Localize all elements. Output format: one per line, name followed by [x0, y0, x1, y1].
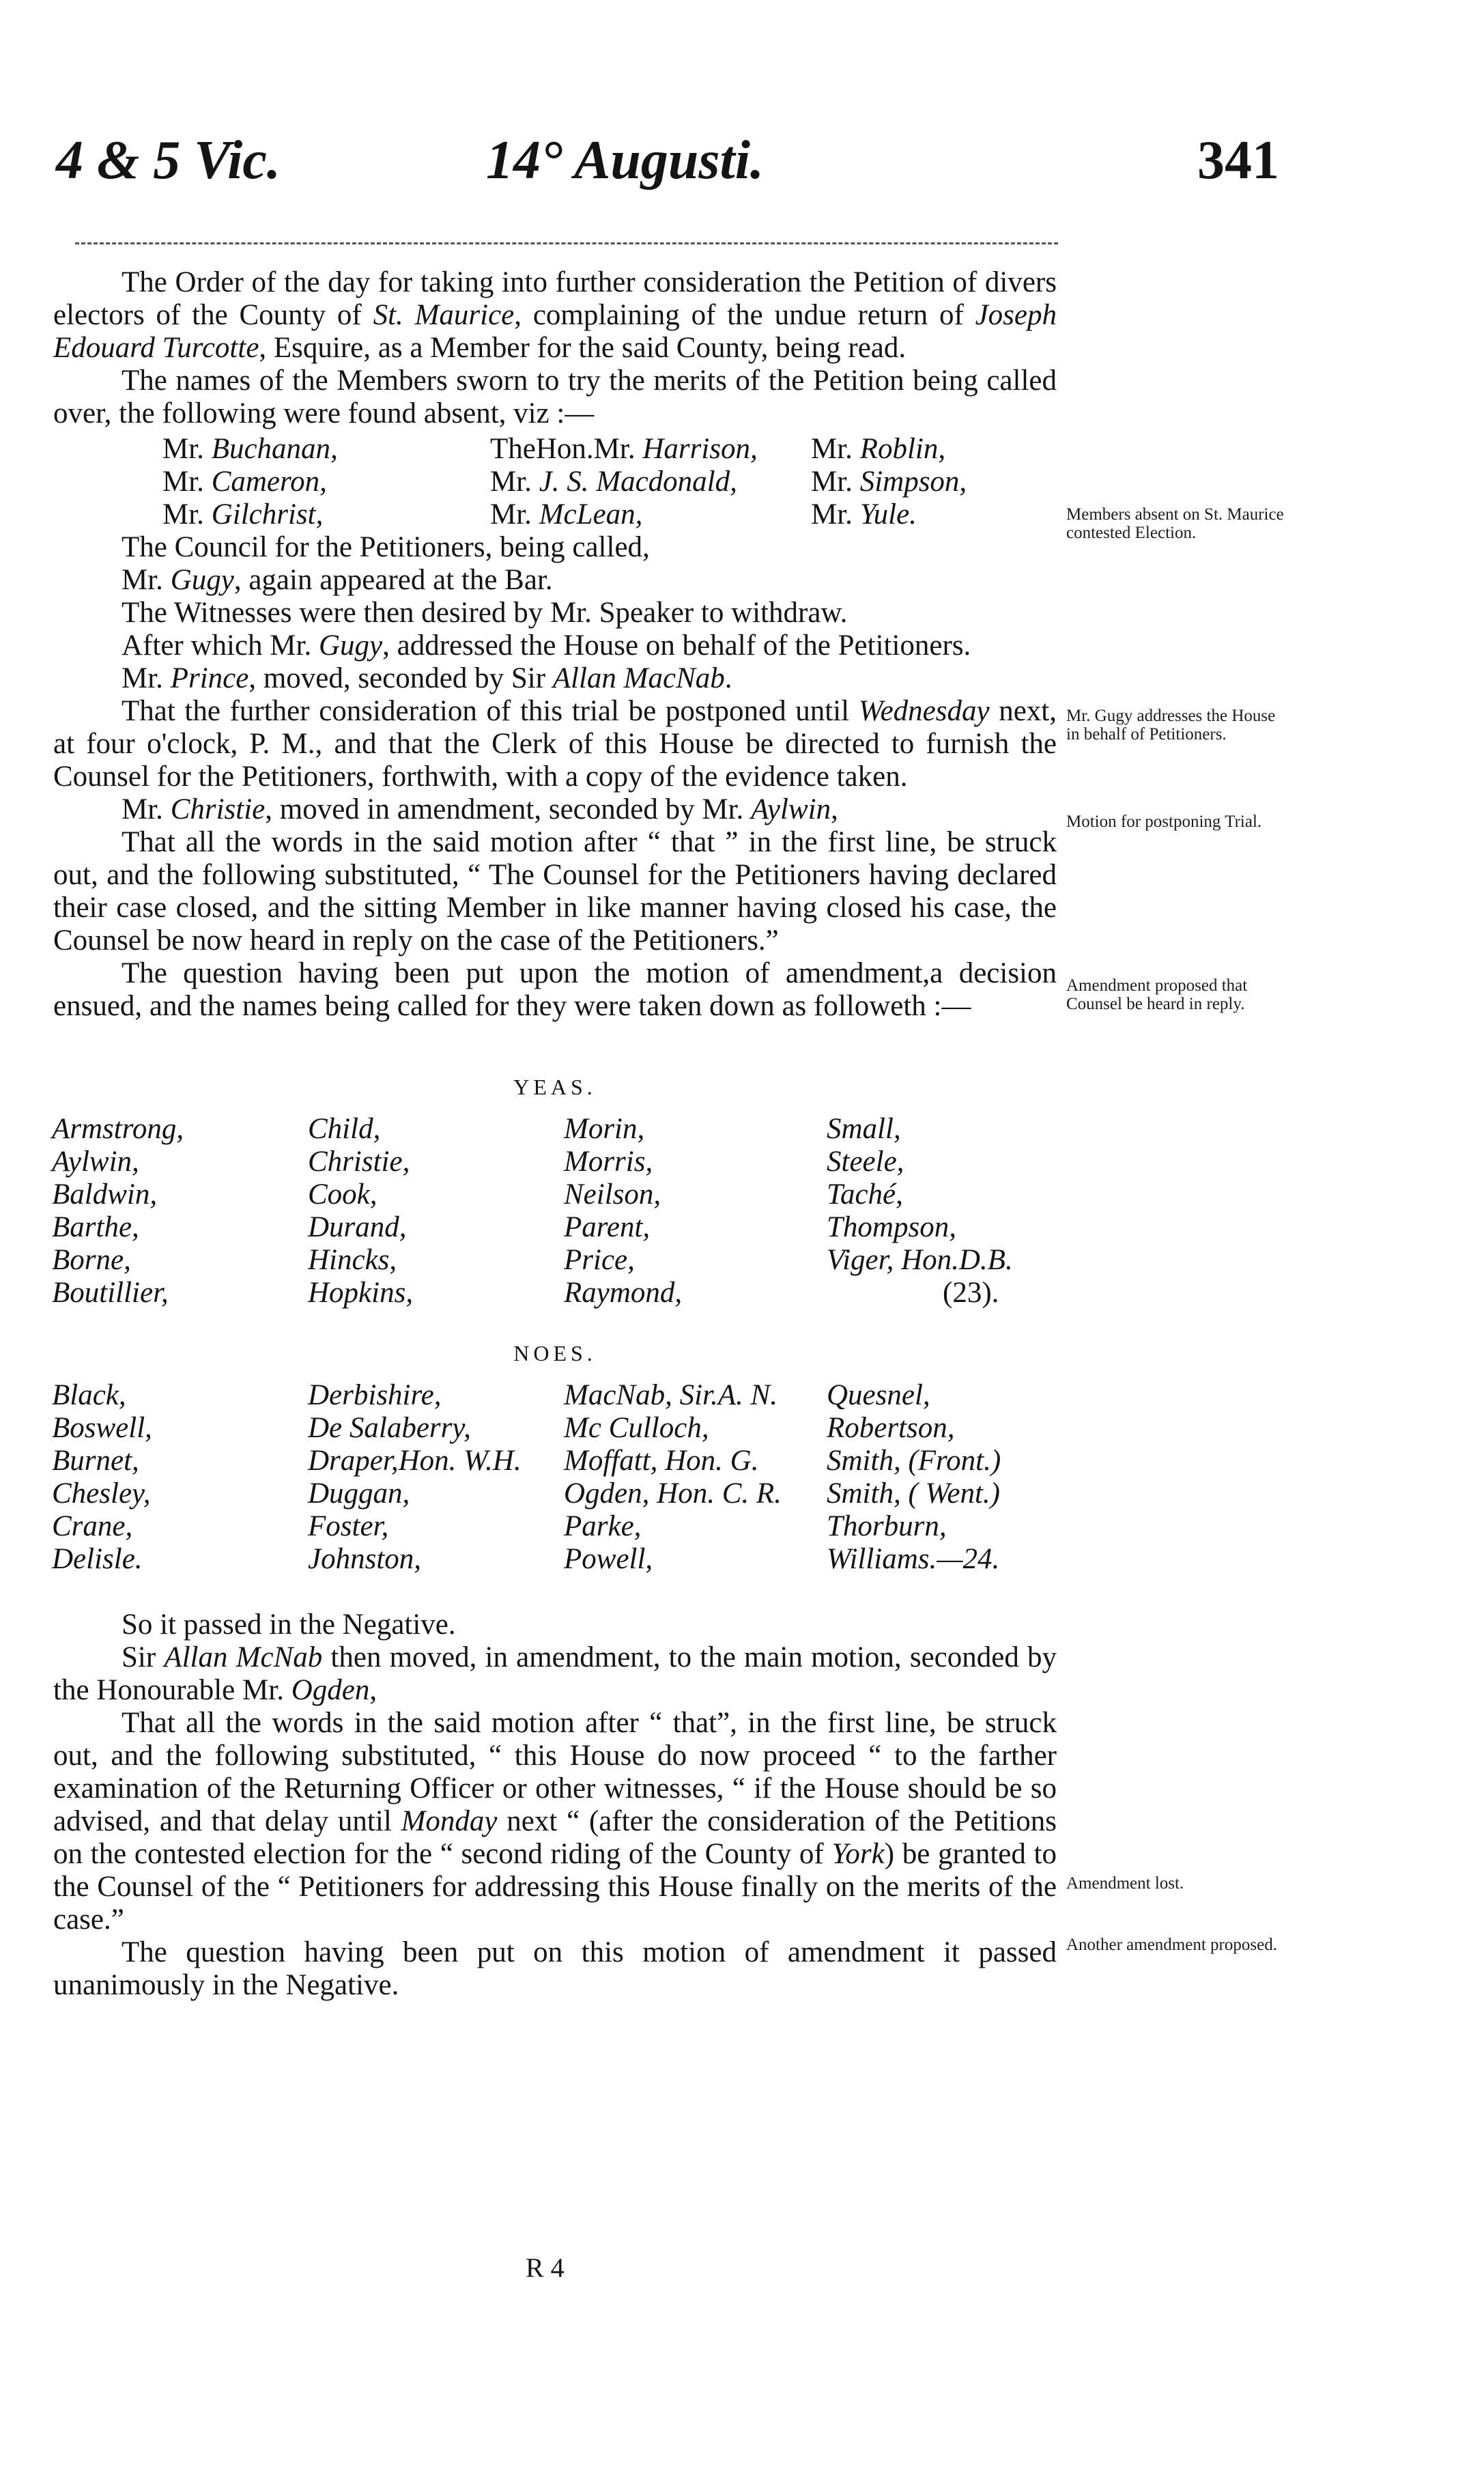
absent-member: TheHon.Mr. Harrison,	[490, 433, 758, 465]
absent-member: Mr. Roblin,	[811, 433, 946, 465]
paragraph-unanimous-negative: The question having been put on this motion of amendment it passed unanimously in the Negative.	[53, 1936, 1057, 2001]
header-session: 4 & 5 Vic.	[56, 130, 281, 190]
yea-name: Baldwin,	[52, 1178, 158, 1211]
yea-name: Barthe,	[52, 1211, 139, 1243]
signature-mark: R 4	[526, 2252, 565, 2283]
yea-name: Small,	[827, 1113, 901, 1145]
noe-name: Quesnel,	[827, 1379, 930, 1411]
noe-name: Delisle.	[52, 1543, 143, 1575]
noe-name: Mc Culloch,	[564, 1412, 709, 1444]
absent-member: Mr. Cameron,	[162, 466, 327, 498]
noe-name: Moffatt, Hon. G.	[564, 1445, 759, 1477]
absent-member: Mr. Gilchrist,	[162, 498, 324, 530]
yea-name: Parent,	[564, 1211, 651, 1243]
margin-note-amendment-proposed: Amendment proposed that Counsel be heard in reply.	[1066, 976, 1248, 1013]
yea-name: Boutillier,	[52, 1277, 169, 1309]
paragraph-amendment-text: That all the words in the said motion after “ that ” in the first line, be struck out, and the following substituted, “ The Counsel for the Petitioners having declared their case closed, and the sitting Member in like manner having closed his case, the Counsel be now heard in reply on the case of the Petitioners.”	[53, 826, 1057, 957]
noe-name: Derbishire,	[308, 1379, 442, 1411]
absent-member: Mr. McLean,	[490, 498, 643, 530]
yea-name: Hincks,	[308, 1244, 397, 1276]
yea-name: Neilson,	[564, 1178, 661, 1211]
paragraph-witnesses-withdraw: The Witnesses were then desired by Mr. Speaker to withdraw.	[122, 597, 848, 629]
yeas-title: YEAS.	[513, 1075, 597, 1099]
yea-name: Child,	[308, 1113, 381, 1145]
yea-name: Morris,	[564, 1146, 653, 1178]
noe-name: Williams.—24.	[827, 1543, 1000, 1575]
absent-members-list	[162, 433, 1057, 531]
yea-name: Borne,	[52, 1244, 131, 1276]
noe-name: Johnston,	[308, 1543, 422, 1575]
paragraph-council-called: The Council for the Petitioners, being called,	[122, 531, 650, 563]
noe-name: Robertson,	[827, 1412, 955, 1444]
absent-member: Mr. Simpson,	[811, 466, 967, 498]
yeas-count: (23).	[943, 1277, 999, 1309]
paragraph-order-of-day: The Order of the day for taking into further consideration the Petition of divers electors of the County of St. Maurice, complaining of the undue return of Joseph Edouard Turcotte, Esquire, as a Member for the said County, being read.	[53, 266, 1057, 364]
yea-name: Morin,	[564, 1113, 645, 1145]
yea-name: Durand,	[308, 1211, 407, 1243]
margin-note-postpone: Motion for postponing Trial.	[1066, 812, 1262, 831]
paragraph-prince-motion: Mr. Prince, moved, seconded by Sir Allan MacNab.	[122, 662, 732, 694]
paragraph-postpone-text: That the further consideration of this trial be postponed until Wednesday next, at four o'clock, P. M., and that the Clerk of this House be directed to furnish the Counsel for the Petitioners, forthwith, with a copy of the evidence taken.	[53, 695, 1057, 793]
yea-name: Cook,	[308, 1178, 377, 1211]
paragraph-gugy-address: After which Mr. Gugy, addressed the House on behalf of the Petitioners.	[122, 629, 971, 662]
noe-name: Chesley,	[52, 1477, 151, 1510]
absent-member: Mr. Yule.	[811, 498, 917, 530]
header-rule	[75, 242, 1058, 244]
yea-name: Thompson,	[827, 1211, 956, 1243]
noes-title: NOES.	[513, 1341, 597, 1366]
noe-name: Crane,	[52, 1510, 133, 1542]
paragraph-members-called: The names of the Members sworn to try the merits of the Petition being called over, the following were found absent, viz :—	[53, 365, 1057, 429]
margin-note-another-amendment: Another amendment proposed.	[1066, 1936, 1277, 1954]
noe-name: Foster,	[308, 1510, 389, 1542]
paragraph-gugy-appeared: Mr. Gugy, again appeared at the Bar.	[122, 564, 553, 596]
noe-name: Smith, ( Went.)	[827, 1477, 1000, 1510]
yea-name: Taché,	[827, 1178, 903, 1211]
noe-name: De Salaberry,	[308, 1412, 471, 1444]
header-page-number: 341	[1197, 130, 1279, 190]
yea-name: Steele,	[827, 1146, 904, 1178]
header-date: 14° Augusti.	[486, 130, 764, 190]
noes-list	[52, 1379, 1057, 1576]
paragraph-negative: So it passed in the Negative.	[122, 1609, 456, 1641]
noe-name: MacNab, Sir.A. N.	[564, 1379, 777, 1411]
paragraph-christie-amendment: Mr. Christie, moved in amendment, seconded by Mr. Aylwin,	[122, 793, 838, 825]
yea-name: Raymond,	[564, 1277, 683, 1309]
margin-note-absent: Members absent on St. Maurice contested Election.	[1066, 505, 1284, 542]
margin-note-amendment-lost: Amendment lost.	[1066, 1874, 1184, 1893]
yea-name: Armstrong,	[52, 1113, 184, 1145]
absent-member: Mr. J. S. Macdonald,	[490, 466, 737, 498]
page-body	[53, 266, 1057, 2002]
noe-name: Parke,	[564, 1510, 642, 1542]
noe-name: Boswell,	[52, 1412, 152, 1444]
yea-name: Hopkins,	[308, 1277, 414, 1309]
absent-member: Mr. Buchanan,	[162, 433, 338, 465]
yea-name: Aylwin,	[52, 1146, 139, 1178]
paragraph-second-amendment-text: That all the words in the said motion after “ that”, in the first line, be struck out, and the following substituted, “ this House do now proceed “ to the farther examination of the Returning Officer or other witnesses, “ if the House should be so advised, and that delay until Monday next “ (after the consideration of the Petitions on the contested election for the “ second riding of the County of York) be granted to the Counsel of the “ Petitioners for addressing this House finally on the merits of the case.”	[53, 1707, 1057, 1936]
noe-name: Duggan,	[308, 1477, 410, 1510]
paragraph-division: The question having been put upon the motion of amendment,a decision ensued, and the names being called for they were taken down as followeth :—	[53, 957, 1057, 1022]
paragraph-mcnab-amendment: Sir Allan McNab then moved, in amendment, to the main motion, seconded by the Honourable Mr. Ogden,	[53, 1641, 1057, 1706]
yea-name: Christie,	[308, 1146, 410, 1178]
noe-name: Thorburn,	[827, 1510, 947, 1542]
margin-note-gugy: Mr. Gugy addresses the House in behalf of Petitioners.	[1066, 707, 1276, 744]
noe-name: Powell,	[564, 1543, 653, 1575]
yea-name: Price,	[564, 1244, 635, 1276]
noe-name: Ogden, Hon. C. R.	[564, 1477, 782, 1510]
yea-name: Viger, Hon.D.B.	[827, 1244, 1013, 1276]
noe-name: Draper,Hon. W.H.	[308, 1445, 522, 1477]
noe-name: Black,	[52, 1379, 126, 1411]
noe-name: Burnet,	[52, 1445, 139, 1477]
yeas-list	[52, 1113, 1057, 1310]
noe-name: Smith, (Front.)	[827, 1445, 1001, 1477]
